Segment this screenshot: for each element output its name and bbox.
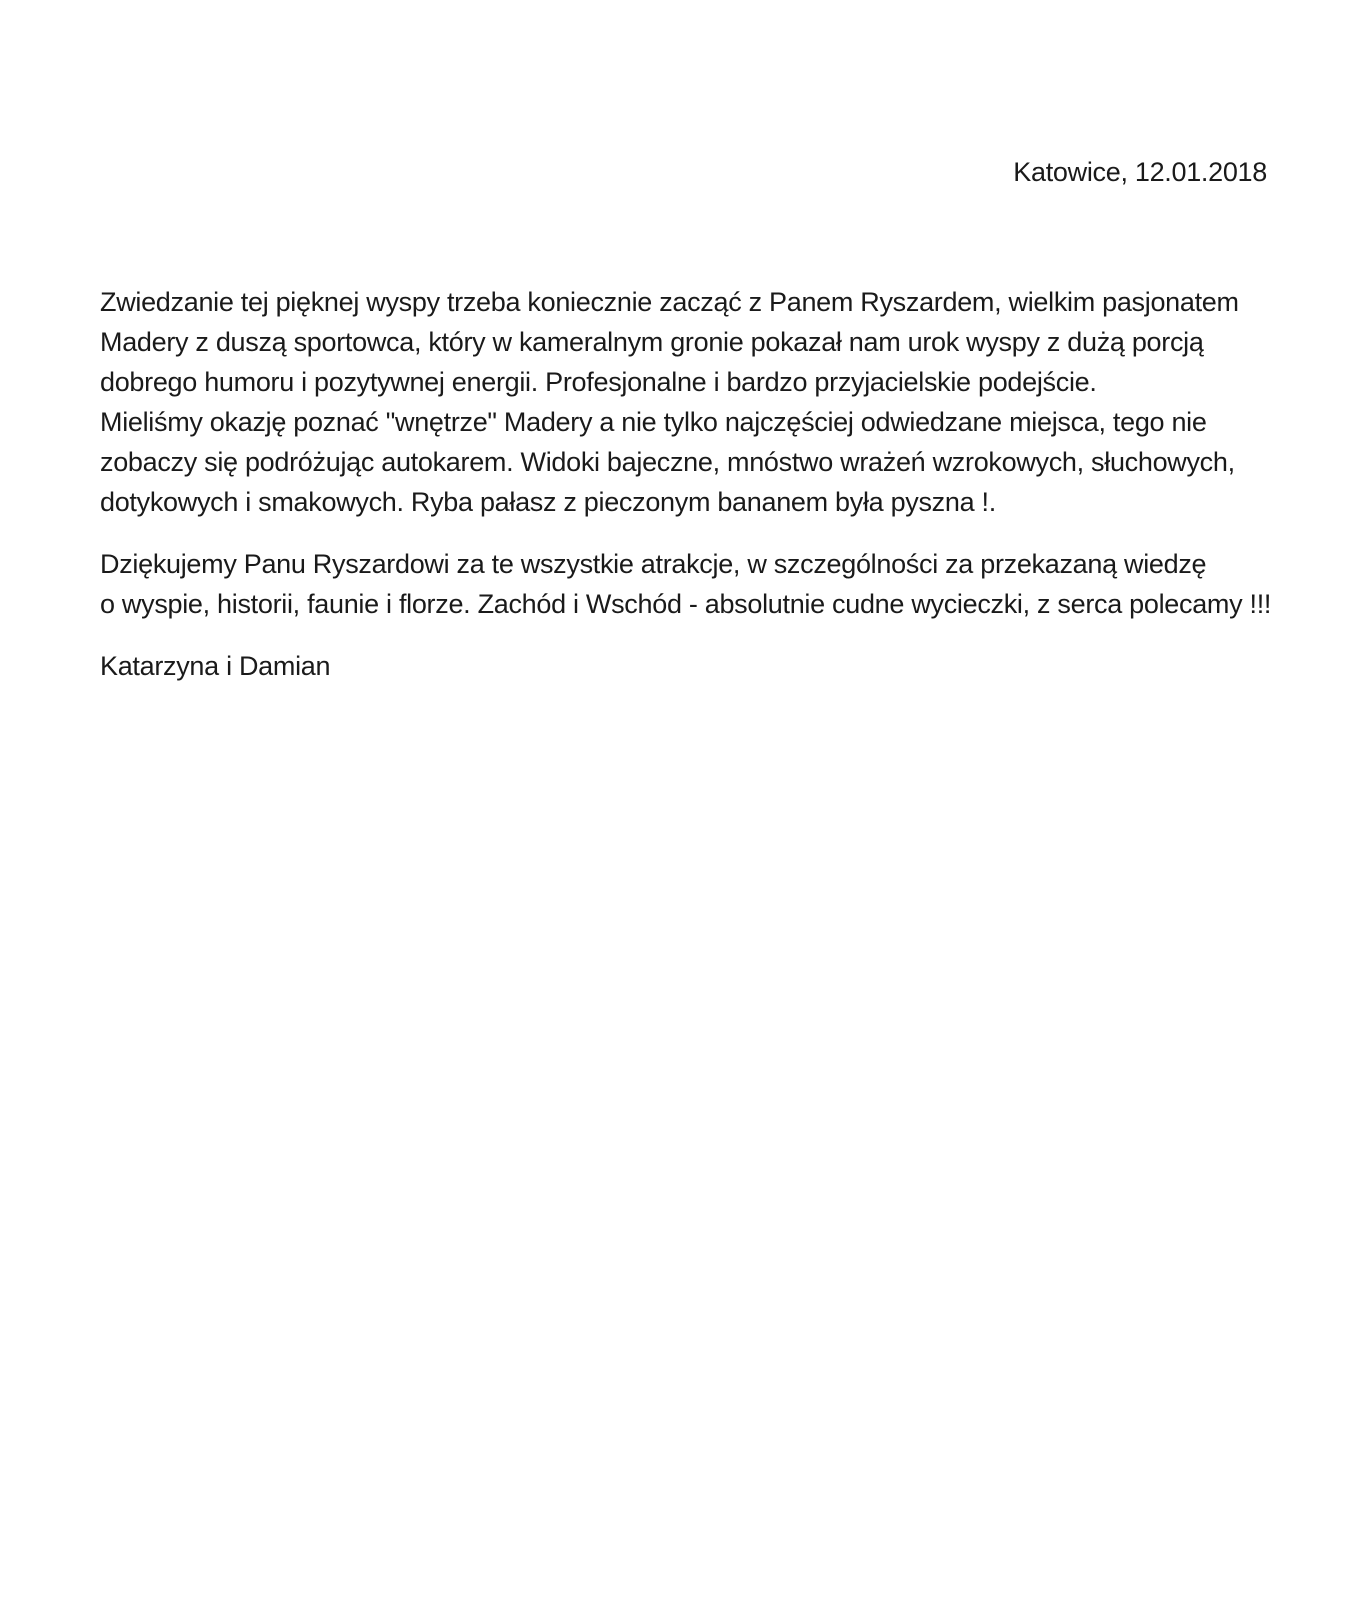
text-line: dotykowych i smakowych. Ryba pałasz z pieczonym bananem była pyszna !. <box>100 487 996 517</box>
text-line: Mieliśmy okazję poznać "wnętrze" Madery a nie tylko najczęściej odwiedzane miejsca, tego nie <box>100 407 1207 437</box>
text-line: zobaczy się podróżując autokarem. Widoki bajeczne, mnóstwo wrażeń wzrokowych, słuchowych, <box>100 447 1235 477</box>
text-line: Madery z duszą sportowca, który w kameralnym gronie pokazał nam urok wyspy z dużą porcją <box>100 327 1204 357</box>
text-line: Dziękujemy Panu Ryszardowi za te wszystkie atrakcje, w szczególności za przekazaną wiedzę <box>100 549 1207 579</box>
letter-body <box>100 282 1272 708</box>
paragraph-main <box>100 282 1267 522</box>
paragraph-thanks <box>100 544 1272 624</box>
text-line: Zwiedzanie tej pięknej wyspy trzeba koniecznie zacząć z Panem Ryszardem, wielkim pasjonatem <box>100 287 1239 317</box>
text-line: o wyspie, historii, faunie i florze. Zachód i Wschód - absolutnie cudne wycieczki, z serca polecamy !!! <box>100 589 1272 619</box>
dateline: Katowice, 12.01.2018 <box>1013 157 1267 187</box>
text-line: dobrego humoru i pozytywnej energii. Profesjonalne i bardzo przyjacielskie podejście. <box>100 367 1097 397</box>
signature: Katarzyna i Damian <box>100 651 331 681</box>
